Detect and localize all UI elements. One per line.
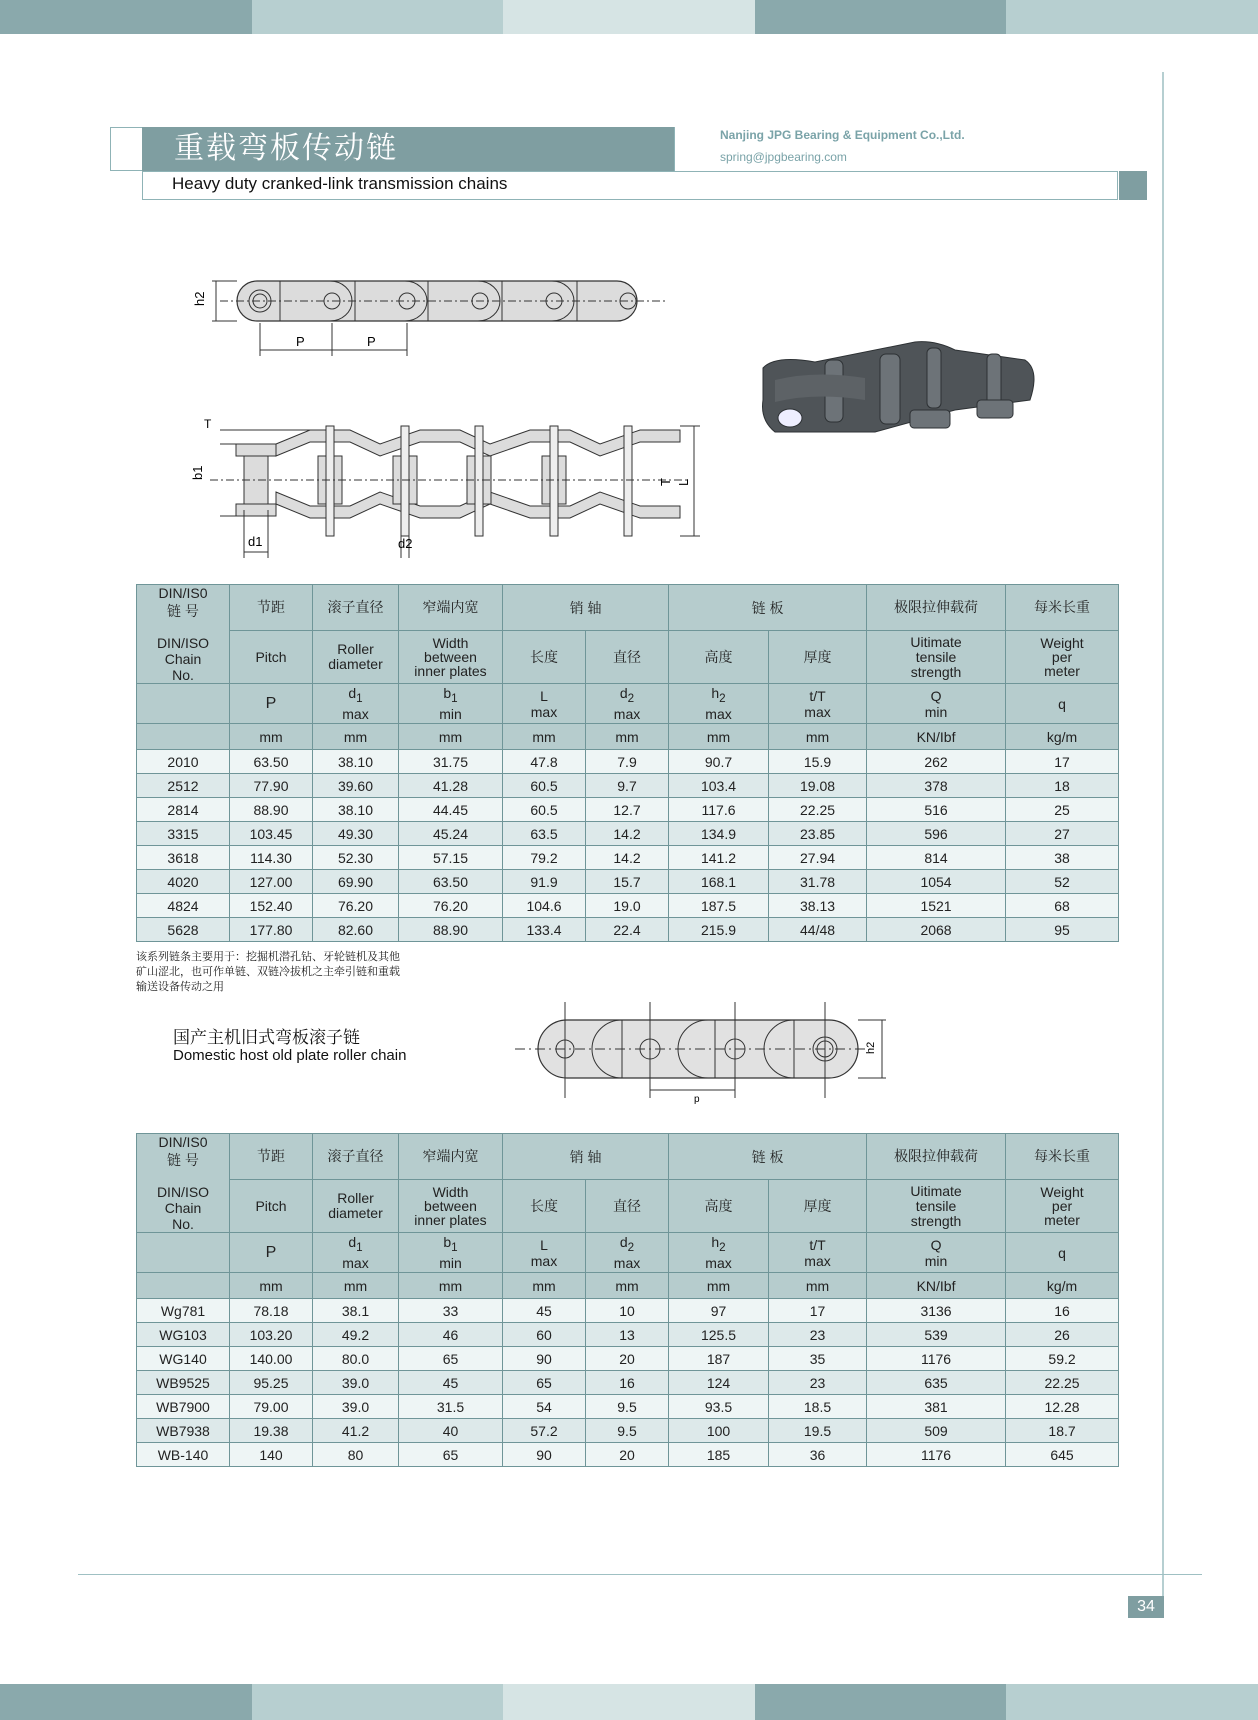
- value-cell: 49.2: [313, 1323, 399, 1347]
- subtitle-tab: [1119, 171, 1147, 200]
- t2-header-pin: 销 轴: [503, 1134, 669, 1180]
- value-cell: 134.9: [669, 822, 769, 846]
- chain-spec-table-2: [136, 1133, 1119, 1467]
- value-cell: 69.90: [313, 870, 399, 894]
- value-cell: 635: [867, 1371, 1006, 1395]
- value-cell: 36: [769, 1443, 867, 1467]
- unit-cell: kg/m: [1006, 1273, 1119, 1299]
- value-cell: 60: [503, 1323, 586, 1347]
- value-cell: 90.7: [669, 750, 769, 774]
- chain-side-view-diagram: [190, 268, 670, 368]
- value-cell: 63.50: [230, 750, 313, 774]
- value-cell: 17: [769, 1299, 867, 1323]
- value-cell: 57.2: [503, 1419, 586, 1443]
- sym-h2: $h_2$ max: [669, 684, 769, 724]
- value-cell: 79.2: [503, 846, 586, 870]
- value-cell: 596: [867, 822, 1006, 846]
- unit-cell: KN/Ibf: [867, 724, 1006, 750]
- value-cell: 59.2: [1006, 1347, 1119, 1371]
- sym-t: t/T max: [769, 684, 867, 724]
- p-label: p: [694, 1094, 700, 1104]
- value-cell: 60.5: [503, 774, 586, 798]
- value-cell: 15.7: [586, 870, 669, 894]
- units-row: [137, 724, 1119, 750]
- value-cell: 22.25: [769, 798, 867, 822]
- header-pitch-en: Pitch: [230, 631, 313, 684]
- header-width: 窄端内宽: [399, 585, 503, 631]
- value-cell: 187: [669, 1347, 769, 1371]
- chain-number-cell: WG140: [137, 1347, 230, 1371]
- value-cell: 38.10: [313, 798, 399, 822]
- unit-cell: mm: [230, 724, 313, 750]
- t2-header-pitch: 节距: [230, 1134, 313, 1180]
- value-cell: 47.8: [503, 750, 586, 774]
- value-cell: 65: [399, 1443, 503, 1467]
- value-cell: 19.08: [769, 774, 867, 798]
- value-cell: 38: [1006, 846, 1119, 870]
- t-label-side: T: [658, 478, 673, 486]
- h2-label: h2: [192, 291, 207, 306]
- t2-units-row: [137, 1273, 1119, 1299]
- table-row: [137, 870, 1119, 894]
- value-cell: 378: [867, 774, 1006, 798]
- value-cell: 45.24: [399, 822, 503, 846]
- header-tensile: 极限拉伸载荷: [867, 585, 1006, 631]
- value-cell: 68: [1006, 894, 1119, 918]
- sym-d1: $d_1$ max: [313, 684, 399, 724]
- sym-q-cap: Q min: [867, 684, 1006, 724]
- t2-header-pin-diameter: 直径: [586, 1180, 669, 1233]
- header-width-en: Width between inner plates: [399, 631, 503, 684]
- value-cell: 41.28: [399, 774, 503, 798]
- value-cell: 16: [1006, 1299, 1119, 1323]
- value-cell: 127.00: [230, 870, 313, 894]
- value-cell: 12.28: [1006, 1395, 1119, 1419]
- value-cell: 381: [867, 1395, 1006, 1419]
- value-cell: 22.25: [1006, 1371, 1119, 1395]
- header-roller: 滚子直径: [313, 585, 399, 631]
- value-cell: 133.4: [503, 918, 586, 942]
- chain-number-cell: 5628: [137, 918, 230, 942]
- sym-d2: $d_2$ max: [586, 684, 669, 724]
- t2-sym-l: L max: [503, 1233, 586, 1273]
- t2-sym-q: q: [1006, 1233, 1119, 1273]
- value-cell: 19.0: [586, 894, 669, 918]
- value-cell: 516: [867, 798, 1006, 822]
- value-cell: 114.30: [230, 846, 313, 870]
- sym-p: P: [230, 684, 313, 724]
- value-cell: 65: [399, 1347, 503, 1371]
- value-cell: 31.5: [399, 1395, 503, 1419]
- value-cell: 1176: [867, 1443, 1006, 1467]
- unit-cell: mm: [399, 1273, 503, 1299]
- value-cell: 63.50: [399, 870, 503, 894]
- value-cell: 17: [1006, 750, 1119, 774]
- value-cell: 82.60: [313, 918, 399, 942]
- table-row: [137, 774, 1119, 798]
- value-cell: 77.90: [230, 774, 313, 798]
- value-cell: 645: [1006, 1443, 1119, 1467]
- header-tensile-en: Uitimate tensile strength: [867, 631, 1006, 684]
- header-chain-no: DIN/IS0 链 号 DIN/ISO Chain No.: [137, 585, 230, 684]
- t2-header-roller: 滚子直径: [313, 1134, 399, 1180]
- value-cell: 10: [586, 1299, 669, 1323]
- top-color-band: [0, 0, 1258, 34]
- value-cell: 14.2: [586, 822, 669, 846]
- value-cell: 63.5: [503, 822, 586, 846]
- bottom-color-band: [0, 1684, 1258, 1720]
- value-cell: 100: [669, 1419, 769, 1443]
- value-cell: 90: [503, 1347, 586, 1371]
- table-row: [137, 918, 1119, 942]
- company-email[interactable]: spring@jpgbearing.com: [720, 150, 847, 164]
- value-cell: 19.38: [230, 1419, 313, 1443]
- chain-number-cell: 3315: [137, 822, 230, 846]
- value-cell: 54: [503, 1395, 586, 1419]
- header-pitch: 节距: [230, 585, 313, 631]
- value-cell: 31.75: [399, 750, 503, 774]
- value-cell: 45: [399, 1371, 503, 1395]
- table-row: [137, 750, 1119, 774]
- application-note: 该系列链条主要用于：挖掘机潜孔钻、牙轮链机及其他 矿山涩北，也可作单链、双链冷拔机之主牵引链和重载 输送设备传动之用: [136, 951, 400, 993]
- chain-top-view-diagram: [190, 418, 710, 558]
- company-name: Nanjing JPG Bearing & Equipment Co.,Ltd.: [720, 128, 965, 142]
- sym-b1: $b_1$ min: [399, 684, 503, 724]
- table-row: [137, 846, 1119, 870]
- t2-header-width-en: Width between inner plates: [399, 1180, 503, 1233]
- d1-label: d1: [248, 534, 263, 549]
- value-cell: 97: [669, 1299, 769, 1323]
- t2-header-weight: 每米长重: [1006, 1134, 1119, 1180]
- value-cell: 46: [399, 1323, 503, 1347]
- t2-sym-d2: $d_2$ max: [586, 1233, 669, 1273]
- unit-cell: mm: [586, 1273, 669, 1299]
- t2-sym-b1: $b_1$ min: [399, 1233, 503, 1273]
- header-chain-no-cont: [137, 684, 230, 724]
- value-cell: 104.6: [503, 894, 586, 918]
- value-cell: 38.13: [769, 894, 867, 918]
- value-cell: 168.1: [669, 870, 769, 894]
- value-cell: 125.5: [669, 1323, 769, 1347]
- value-cell: 141.2: [669, 846, 769, 870]
- value-cell: 539: [867, 1323, 1006, 1347]
- t2-sym-p: P: [230, 1233, 313, 1273]
- value-cell: 90: [503, 1443, 586, 1467]
- t2-sym-d1: $d_1$ max: [313, 1233, 399, 1273]
- value-cell: 814: [867, 846, 1006, 870]
- value-cell: 40: [399, 1419, 503, 1443]
- unit-cell-blank: [137, 724, 230, 750]
- value-cell: 44/48: [769, 918, 867, 942]
- t2-header-pin-length: 长度: [503, 1180, 586, 1233]
- value-cell: 38.10: [313, 750, 399, 774]
- unit-cell: mm: [669, 724, 769, 750]
- pitch-label-1: P: [296, 334, 305, 349]
- value-cell: 25: [1006, 798, 1119, 822]
- t2-sym-h2: $h_2$ max: [669, 1233, 769, 1273]
- chain-product-photo: [755, 340, 1035, 455]
- right-rule: [1162, 72, 1164, 1612]
- value-cell: 45: [503, 1299, 586, 1323]
- value-cell: 76.20: [399, 894, 503, 918]
- value-cell: 80.0: [313, 1347, 399, 1371]
- unit-cell: mm: [503, 1273, 586, 1299]
- value-cell: 31.78: [769, 870, 867, 894]
- value-cell: 15.9: [769, 750, 867, 774]
- value-cell: 60.5: [503, 798, 586, 822]
- value-cell: 13: [586, 1323, 669, 1347]
- h2-label-2: h2: [865, 1041, 877, 1054]
- chain-number-cell: WB-140: [137, 1443, 230, 1467]
- value-cell: 152.40: [230, 894, 313, 918]
- value-cell: 103.20: [230, 1323, 313, 1347]
- header-pin-diameter: 直径: [586, 631, 669, 684]
- value-cell: 509: [867, 1419, 1006, 1443]
- unit-cell: mm: [769, 1273, 867, 1299]
- value-cell: 26: [1006, 1323, 1119, 1347]
- table-row: [137, 1371, 1119, 1395]
- value-cell: 7.9: [586, 750, 669, 774]
- chain-number-cell: WG103: [137, 1323, 230, 1347]
- value-cell: 9.7: [586, 774, 669, 798]
- chain-number-cell: 2814: [137, 798, 230, 822]
- value-cell: 185: [669, 1443, 769, 1467]
- value-cell: 20: [586, 1347, 669, 1371]
- value-cell: 52.30: [313, 846, 399, 870]
- value-cell: 16: [586, 1371, 669, 1395]
- t2-header-plate: 链 板: [669, 1134, 867, 1180]
- value-cell: 23: [769, 1323, 867, 1347]
- chain-number-cell: 2010: [137, 750, 230, 774]
- value-cell: 80: [313, 1443, 399, 1467]
- t2-header-chain-no: DIN/IS0 链 号 DIN/ISO Chain No.: [137, 1134, 230, 1233]
- chain-number-cell: WB7900: [137, 1395, 230, 1419]
- value-cell: 88.90: [230, 798, 313, 822]
- page-title-en: Heavy duty cranked-link transmission chains: [172, 174, 508, 193]
- unit-cell: mm: [769, 724, 867, 750]
- unit-cell: KN/Ibf: [867, 1273, 1006, 1299]
- sym-q: q: [1006, 684, 1119, 724]
- unit-cell: mm: [399, 724, 503, 750]
- value-cell: 187.5: [669, 894, 769, 918]
- value-cell: 52: [1006, 870, 1119, 894]
- page-number: 34: [1128, 1596, 1164, 1618]
- chain-number-cell: 4824: [137, 894, 230, 918]
- value-cell: 1176: [867, 1347, 1006, 1371]
- value-cell: 41.2: [313, 1419, 399, 1443]
- header-weight: 每米长重: [1006, 585, 1119, 631]
- value-cell: 9.5: [586, 1419, 669, 1443]
- value-cell: 103.45: [230, 822, 313, 846]
- table-row: [137, 1323, 1119, 1347]
- header-pin: 销 轴: [503, 585, 669, 631]
- t2-header-plate-height: 高度: [669, 1180, 769, 1233]
- unit-cell-blank: [137, 1273, 230, 1299]
- value-cell: 93.5: [669, 1395, 769, 1419]
- value-cell: 117.6: [669, 798, 769, 822]
- chain-number-cell: Wg781: [137, 1299, 230, 1323]
- t2-sym-q-cap: Q min: [867, 1233, 1006, 1273]
- header-plate-height: 高度: [669, 631, 769, 684]
- t2-header-weight-en: Weight per meter: [1006, 1180, 1119, 1233]
- value-cell: 140: [230, 1443, 313, 1467]
- t2-header-chain-no-cont: [137, 1233, 230, 1273]
- table-row: [137, 1419, 1119, 1443]
- value-cell: 95: [1006, 918, 1119, 942]
- value-cell: 91.9: [503, 870, 586, 894]
- t2-header-plate-thickness: 厚度: [769, 1180, 867, 1233]
- header-pin-length: 长度: [503, 631, 586, 684]
- value-cell: 12.7: [586, 798, 669, 822]
- pitch-label-2: P: [367, 334, 376, 349]
- value-cell: 215.9: [669, 918, 769, 942]
- value-cell: 3136: [867, 1299, 1006, 1323]
- chain-number-cell: 2512: [137, 774, 230, 798]
- value-cell: 49.30: [313, 822, 399, 846]
- l-label: L: [676, 478, 691, 486]
- unit-cell: mm: [503, 724, 586, 750]
- old-plate-chain-diagram: [510, 998, 900, 1104]
- t-label-top: T: [204, 418, 212, 431]
- section2-title-cn: 国产主机旧式弯板滚子链: [173, 1028, 360, 1047]
- t2-header-pitch-en: Pitch: [230, 1180, 313, 1233]
- chain-number-cell: WB7938: [137, 1419, 230, 1443]
- value-cell: 20: [586, 1443, 669, 1467]
- value-cell: 18.5: [769, 1395, 867, 1419]
- header-weight-en: Weight per meter: [1006, 631, 1119, 684]
- t2-header-tensile-en: Uitimate tensile strength: [867, 1180, 1006, 1233]
- value-cell: 88.90: [399, 918, 503, 942]
- t2-header-tensile: 极限拉伸载荷: [867, 1134, 1006, 1180]
- chain-number-cell: 3618: [137, 846, 230, 870]
- value-cell: 18.7: [1006, 1419, 1119, 1443]
- chain-number-cell: WB9525: [137, 1371, 230, 1395]
- value-cell: 79.00: [230, 1395, 313, 1419]
- sym-l: L max: [503, 684, 586, 724]
- header-roller-en: Roller diameter: [313, 631, 399, 684]
- value-cell: 18: [1006, 774, 1119, 798]
- value-cell: 23.85: [769, 822, 867, 846]
- unit-cell: mm: [313, 1273, 399, 1299]
- value-cell: 76.20: [313, 894, 399, 918]
- value-cell: 39.0: [313, 1371, 399, 1395]
- value-cell: 38.1: [313, 1299, 399, 1323]
- d2-label: d2: [398, 536, 413, 551]
- value-cell: 35: [769, 1347, 867, 1371]
- t2-sym-t: t/T max: [769, 1233, 867, 1273]
- value-cell: 9.5: [586, 1395, 669, 1419]
- unit-cell: mm: [586, 724, 669, 750]
- footer-rule: [78, 1574, 1202, 1575]
- value-cell: 78.18: [230, 1299, 313, 1323]
- value-cell: 95.25: [230, 1371, 313, 1395]
- table-row: [137, 1347, 1119, 1371]
- value-cell: 27: [1006, 822, 1119, 846]
- value-cell: 14.2: [586, 846, 669, 870]
- section2-title-en: Domestic host old plate roller chain: [173, 1047, 407, 1064]
- value-cell: 44.45: [399, 798, 503, 822]
- b1-label: b1: [190, 465, 205, 480]
- table-row: [137, 1443, 1119, 1467]
- unit-cell: mm: [669, 1273, 769, 1299]
- value-cell: 65: [503, 1371, 586, 1395]
- page-title-cn: 重载弯板传动链: [142, 127, 674, 171]
- table-row: [137, 798, 1119, 822]
- chain-number-cell: 4020: [137, 870, 230, 894]
- value-cell: 22.4: [586, 918, 669, 942]
- value-cell: 39.60: [313, 774, 399, 798]
- value-cell: 124: [669, 1371, 769, 1395]
- value-cell: 2068: [867, 918, 1006, 942]
- table-row: [137, 1299, 1119, 1323]
- value-cell: 1521: [867, 894, 1006, 918]
- value-cell: 33: [399, 1299, 503, 1323]
- value-cell: 19.5: [769, 1419, 867, 1443]
- table-row: [137, 894, 1119, 918]
- header-plate-thickness: 厚度: [769, 631, 867, 684]
- chain-spec-table-1: [136, 584, 1119, 942]
- value-cell: 57.15: [399, 846, 503, 870]
- value-cell: 27.94: [769, 846, 867, 870]
- value-cell: 39.0: [313, 1395, 399, 1419]
- header-plate: 链 板: [669, 585, 867, 631]
- value-cell: 140.00: [230, 1347, 313, 1371]
- table-row: [137, 1395, 1119, 1419]
- value-cell: 262: [867, 750, 1006, 774]
- value-cell: 1054: [867, 870, 1006, 894]
- value-cell: 23: [769, 1371, 867, 1395]
- value-cell: 103.4: [669, 774, 769, 798]
- unit-cell: mm: [230, 1273, 313, 1299]
- unit-cell: kg/m: [1006, 724, 1119, 750]
- t2-header-width: 窄端内宽: [399, 1134, 503, 1180]
- table-row: [137, 822, 1119, 846]
- t2-header-roller-en: Roller diameter: [313, 1180, 399, 1233]
- value-cell: 177.80: [230, 918, 313, 942]
- unit-cell: mm: [313, 724, 399, 750]
